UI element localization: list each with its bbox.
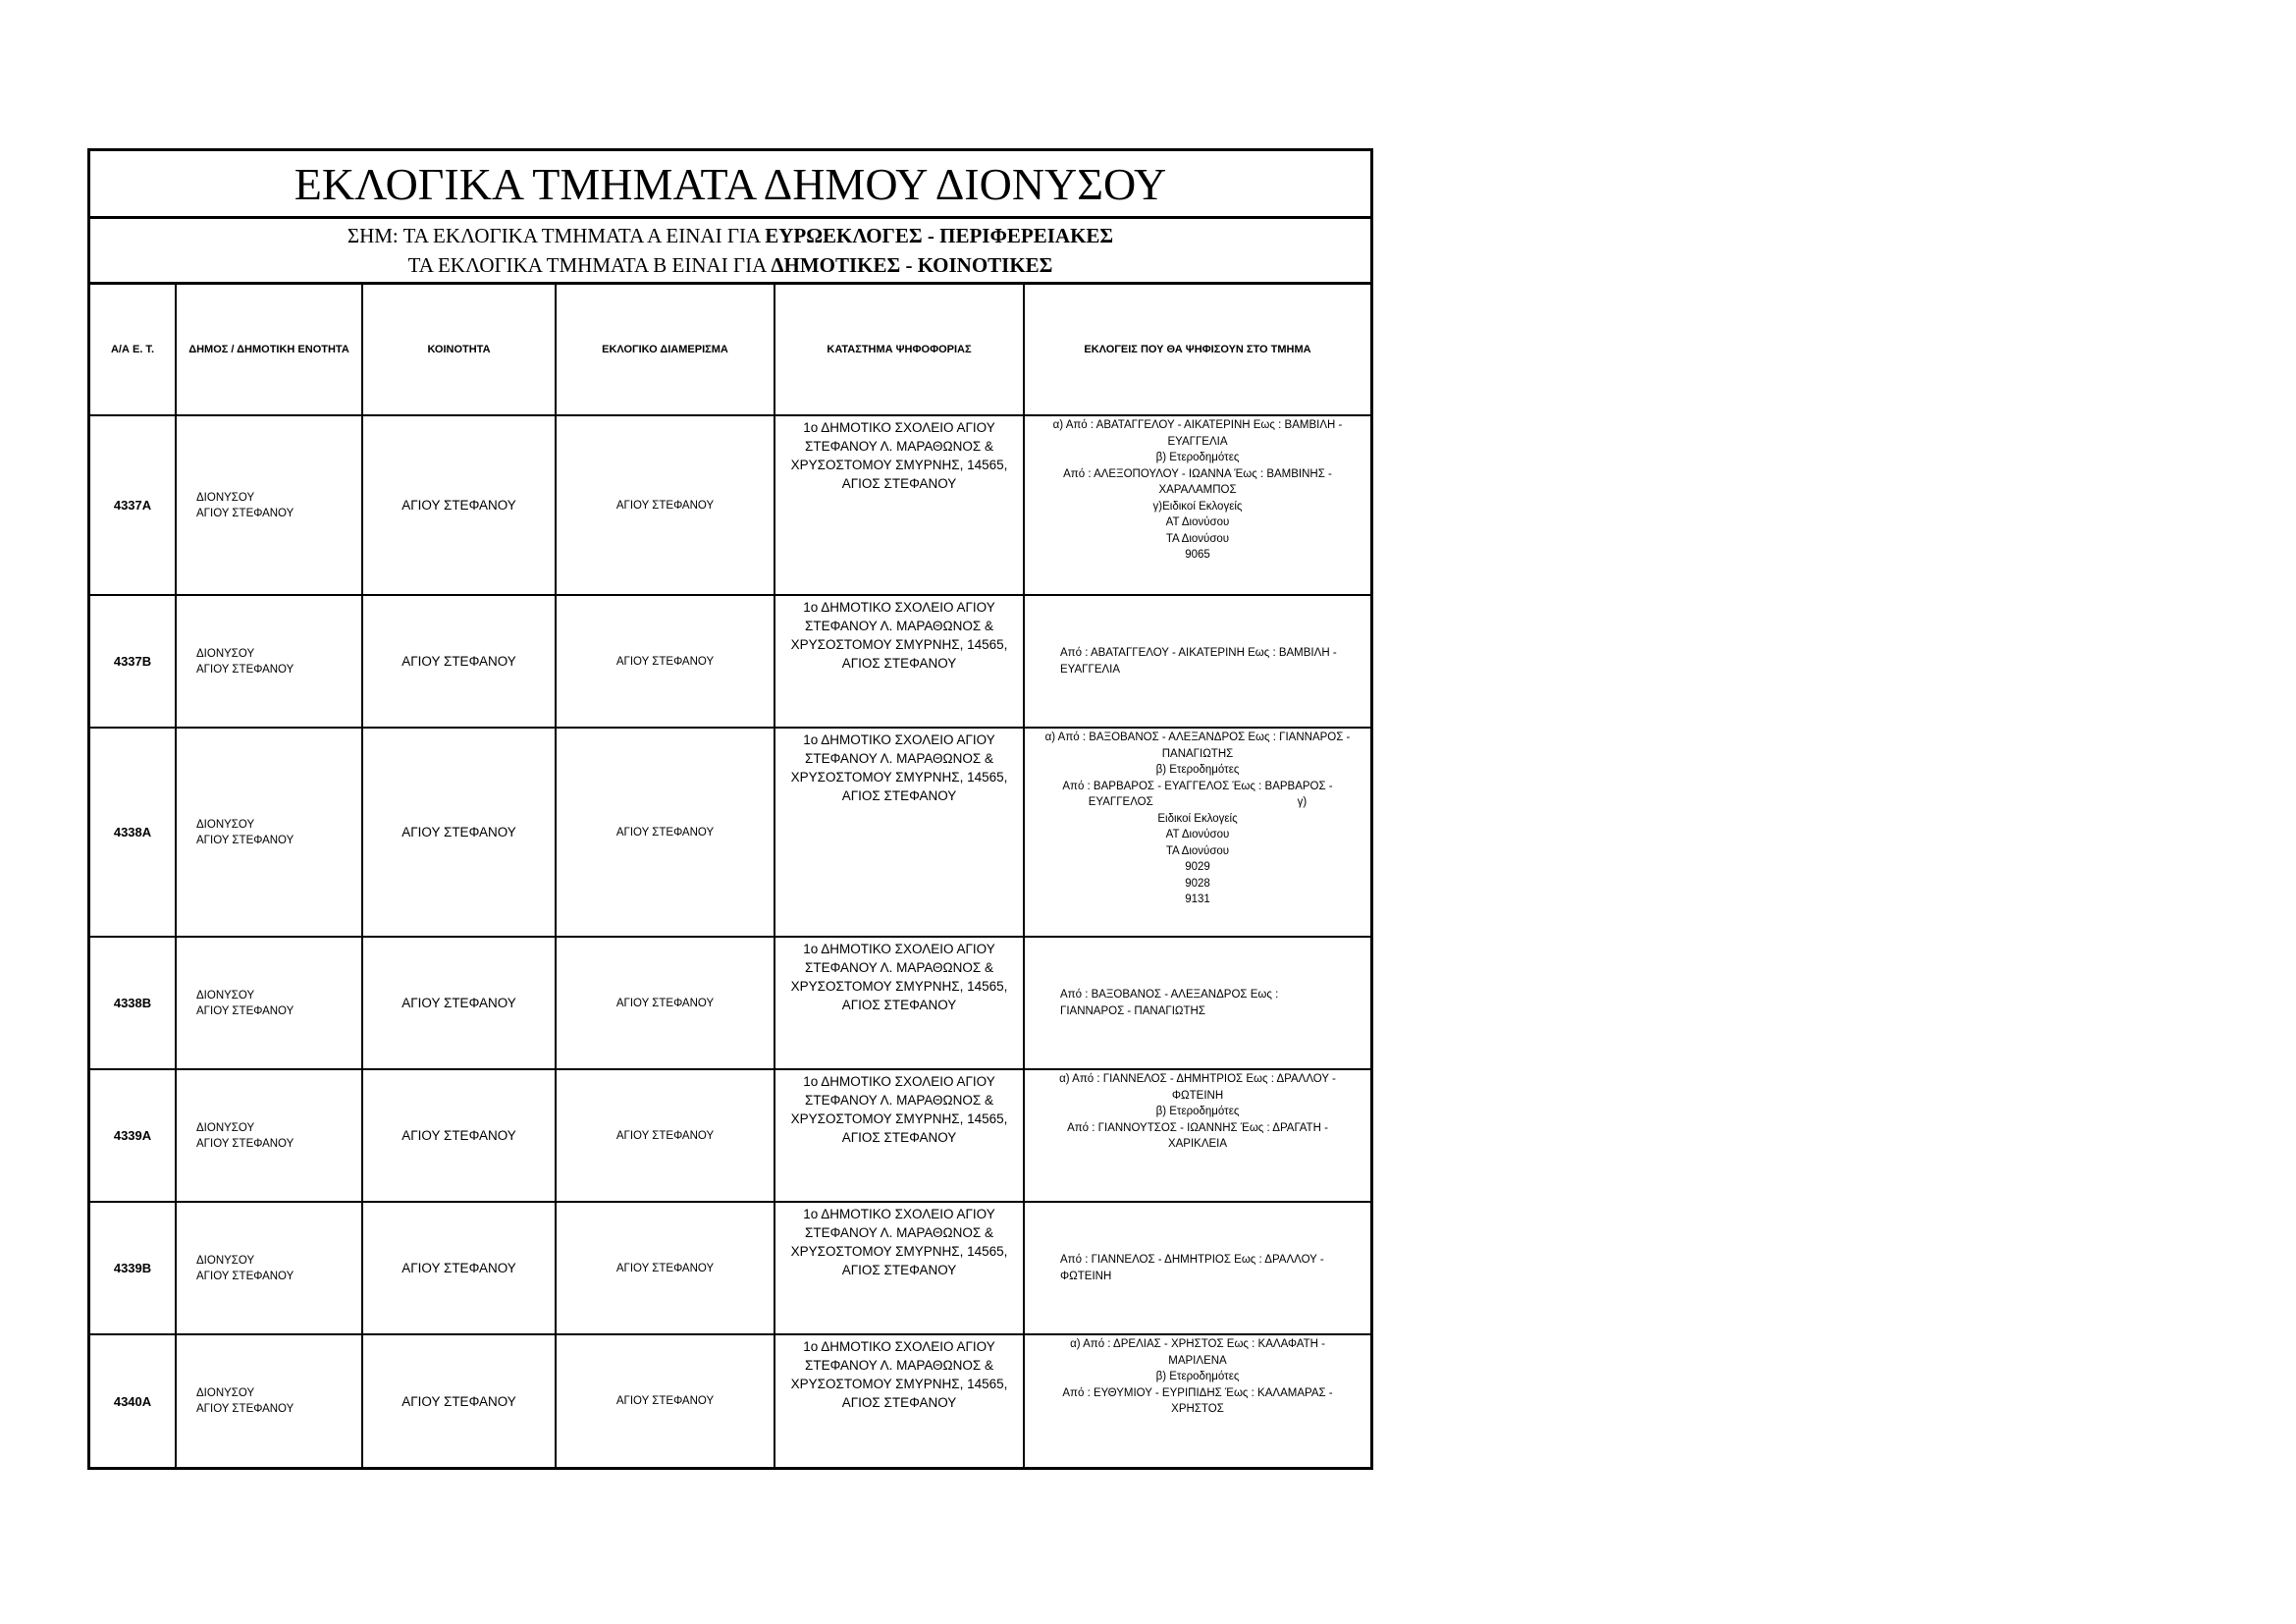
note-line-1-bold: ΕΥΡΩΕΚΛΟΓΕΣ - ΠΕΡΙΦΕΡΕΙΑΚΕΣ [765,224,1114,247]
note-line-2 [408,250,1053,280]
elections-line: 9131 [1185,893,1210,905]
section-id: 4339Β [90,1202,176,1334]
table-row [90,1069,1370,1202]
elections-line: β) Ετεροδημότες [1155,452,1240,463]
municipality-cell [176,1334,362,1467]
elections-cell [1024,1202,1370,1334]
community-cell: ΑΓΙΟΥ ΣΤΕΦΑΝΟΥ [362,1202,556,1334]
note-line-1 [347,221,1113,250]
electoral-district-cell: ΑΓΙΟΥ ΣΤΕΦΑΝΟΥ [556,1334,774,1467]
elections-line: ΑΤ Διονύσου [1165,516,1230,528]
electoral-district-cell: ΑΓΙΟΥ ΣΤΕΦΑΝΟΥ [556,728,774,937]
table-row [90,415,1370,595]
polling-station-cell: 1ο ΔΗΜΟΤΙΚΟ ΣΧΟΛΕΙΟ ΑΓΙΟΥ ΣΤΕΦΑΝΟΥ Λ. ΜΑΡΑΘΩΝΟΣ & ΧΡΥΣΟΣΤΟΜΟΥ ΣΜΥΡΝΗΣ, 14565, ΑΓΙΟΣ ΣΤΕΦΑΝΟΥ [774,1202,1024,1334]
elections-line: ΕΥΑΓΓΕΛΙΑ [1060,663,1121,676]
municipality-name: ΔΙΟΝΥΣΟΥ [196,1387,255,1399]
elections-line: Από : ΓΙΑΝΝΟΥΤΣΟΣ - ΙΩΑΝΝΗΣ Έως : ΔΡΑΓΑΤΗ - [1067,1121,1328,1134]
elections-line: ΕΥΑΓΓΕΛΙΑ [1167,435,1228,448]
municipality-name: ΔΙΟΝΥΣΟΥ [196,1121,255,1134]
header-id: Α/Α Ε. Τ. [90,285,176,415]
elections-line: ΠΑΝΑΓΙΩΤΗΣ [1161,747,1234,760]
header-polling-station: ΚΑΤΑΣΤΗΜΑ ΨΗΦΟΦΟΡΙΑΣ [774,285,1024,415]
elections-line: Ειδικοί Εκλογείς [1157,812,1238,825]
elections-line: β) Ετεροδημότες [1155,1106,1240,1117]
table-body [90,415,1370,1467]
municipal-unit-name: ΑΓΙΟΥ ΣΤΕΦΑΝΟΥ [196,1270,294,1282]
electoral-district-cell: ΑΓΙΟΥ ΣΤΕΦΑΝΟΥ [556,1202,774,1334]
header-district: ΕΚΛΟΓΙΚΟ ΔΙΑΜΕΡΙΣΜΑ [556,285,774,415]
election-sections-sheet [87,148,1373,1470]
header-municipality: ΔΗΜΟΣ / ΔΗΜΟΤΙΚΗ ΕΝΟΤΗΤΑ [176,285,362,415]
municipality-name: ΔΙΟΝΥΣΟΥ [196,1254,255,1267]
elections-line: γ)Ειδικοί Εκλογείς [1152,500,1243,513]
section-id: 4337Β [90,595,176,728]
table-row [90,1334,1370,1467]
municipality-name: ΔΙΟΝΥΣΟΥ [196,989,255,1001]
elections-line: ΧΡΗΣΤΟΣ [1171,1403,1224,1415]
elections-line: β) Ετεροδημότες [1155,1371,1240,1382]
elections-line: α) Από : ΒΑΞΟΒΑΝΟΣ - ΑΛΕΞΑΝΔΡΟΣ Εως : ΓΙΑΝΝΑΡΟΣ - [1044,731,1351,743]
polling-station-cell: 1ο ΔΗΜΟΤΙΚΟ ΣΧΟΛΕΙΟ ΑΓΙΟΥ ΣΤΕΦΑΝΟΥ Λ. ΜΑΡΑΘΩΝΟΣ & ΧΡΥΣΟΣΤΟΜΟΥ ΣΜΥΡΝΗΣ, 14565, ΑΓΙΟΣ ΣΤΕΦΑΝΟΥ [774,1069,1024,1202]
elections-cell [1024,595,1370,728]
elections-line: 9028 [1185,877,1210,890]
elections-cell [1024,1069,1370,1202]
header-elections: ΕΚΛΟΓΕΙΣ ΠΟΥ ΘΑ ΨΗΦΙΣΟΥΝ ΣΤΟ ΤΜΗΜΑ [1024,285,1370,415]
community-cell: ΑΓΙΟΥ ΣΤΕΦΑΝΟΥ [362,1334,556,1467]
table-row [90,728,1370,937]
community-cell: ΑΓΙΟΥ ΣΤΕΦΑΝΟΥ [362,1069,556,1202]
electoral-district-cell: ΑΓΙΟΥ ΣΤΕΦΑΝΟΥ [556,415,774,595]
elections-line: ΓΙΑΝΝΑΡΟΣ - ΠΑΝΑΓΙΩΤΗΣ [1060,1004,1205,1017]
table-row [90,595,1370,728]
municipal-unit-name: ΑΓΙΟΥ ΣΤΕΦΑΝΟΥ [196,1004,294,1017]
municipal-unit-name: ΑΓΙΟΥ ΣΤΕΦΑΝΟΥ [196,834,294,846]
elections-line: Από : ΕΥΘΥΜΙΟΥ - ΕΥΡΙΠΙΔΗΣ Έως : ΚΑΛΑΜΑΡΑΣ - [1062,1386,1333,1399]
polling-station-cell: 1ο ΔΗΜΟΤΙΚΟ ΣΧΟΛΕΙΟ ΑΓΙΟΥ ΣΤΕΦΑΝΟΥ Λ. ΜΑΡΑΘΩΝΟΣ & ΧΡΥΣΟΣΤΟΜΟΥ ΣΜΥΡΝΗΣ, 14565, ΑΓΙΟΣ ΣΤΕΦΑΝΟΥ [774,415,1024,595]
note-line-1-text: ΣΗΜ: ΤΑ ΕΚΛΟΓΙΚΑ ΤΜΗΜΑΤΑ Α ΕΙΝΑΙ ΓΙΑ [347,224,766,247]
municipality-name: ΔΙΟΝΥΣΟΥ [196,818,255,831]
elections-cell [1024,937,1370,1069]
polling-station-cell: 1ο ΔΗΜΟΤΙΚΟ ΣΧΟΛΕΙΟ ΑΓΙΟΥ ΣΤΕΦΑΝΟΥ Λ. ΜΑΡΑΘΩΝΟΣ & ΧΡΥΣΟΣΤΟΜΟΥ ΣΜΥΡΝΗΣ, 14565, ΑΓΙΟΣ ΣΤΕΦΑΝΟΥ [774,937,1024,1069]
municipal-unit-name: ΑΓΙΟΥ ΣΤΕΦΑΝΟΥ [196,663,294,676]
section-id: 4339Α [90,1069,176,1202]
elections-line: β) Ετεροδημότες [1155,764,1240,776]
municipality-name: ΔΙΟΝΥΣΟΥ [196,647,255,660]
community-cell: ΑΓΙΟΥ ΣΤΕΦΑΝΟΥ [362,728,556,937]
note-block [90,219,1370,285]
polling-station-cell: 1ο ΔΗΜΟΤΙΚΟ ΣΧΟΛΕΙΟ ΑΓΙΟΥ ΣΤΕΦΑΝΟΥ Λ. ΜΑΡΑΘΩΝΟΣ & ΧΡΥΣΟΣΤΟΜΟΥ ΣΜΥΡΝΗΣ, 14565, ΑΓΙΟΣ ΣΤΕΦΑΝΟΥ [774,728,1024,937]
elections-line: Από : ΒΑΡΒΑΡΟΣ - ΕΥΑΓΓΕΛΟΣ Έως : ΒΑΡΒΑΡΟΣ - [1062,780,1333,792]
electoral-district-cell: ΑΓΙΟΥ ΣΤΕΦΑΝΟΥ [556,937,774,1069]
electoral-district-cell: ΑΓΙΟΥ ΣΤΕΦΑΝΟΥ [556,595,774,728]
municipality-cell [176,728,362,937]
note-line-2-text: ΤΑ ΕΚΛΟΓΙΚΑ ΤΜΗΜΑΤΑ Β ΕΙΝΑΙ ΓΙΑ [407,253,772,277]
elections-line: Από : ΑΒΑΤΑΓΓΕΛΟΥ - ΑΙΚΑΤΕΡΙΝΗ Εως : ΒΑΜΒΙΛΗ - [1060,647,1337,659]
table-row [90,1202,1370,1334]
elections-line: ΕΥΑΓΓΕΛΟΣ γ) [1088,796,1308,808]
elections-line: ΤΑ Διονύσου [1165,844,1230,857]
municipal-unit-name: ΑΓΙΟΥ ΣΤΕΦΑΝΟΥ [196,1403,294,1415]
header-community: ΚΟΙΝΟΤΗΤΑ [362,285,556,415]
section-id: 4338Α [90,728,176,937]
elections-line: 9065 [1185,549,1210,561]
community-cell: ΑΓΙΟΥ ΣΤΕΦΑΝΟΥ [362,937,556,1069]
section-id: 4337Α [90,415,176,595]
elections-line: ΧΑΡΑΛΑΜΠΟΣ [1158,484,1237,496]
elections-line: ΧΑΡΙΚΛΕΙΑ [1167,1138,1228,1150]
elections-line: Από : ΒΑΞΟΒΑΝΟΣ - ΑΛΕΞΑΝΔΡΟΣ Εως : [1060,989,1279,1001]
elections-cell [1024,728,1370,937]
sections-table [90,285,1370,1467]
elections-line: α) Από : ΑΒΑΤΑΓΓΕΛΟΥ - ΑΙΚΑΤΕΡΙΝΗ Εως : ΒΑΜΒΙΛΗ - [1052,419,1343,431]
elections-line: α) Από : ΔΡΕΛΙΑΣ - ΧΡΗΣΤΟΣ Εως : ΚΑΛΑΦΑΤΗ - [1070,1338,1325,1350]
municipality-cell [176,1202,362,1334]
elections-line: α) Από : ΓΙΑΝΝΕΛΟΣ - ΔΗΜΗΤΡΙΟΣ Εως : ΔΡΑΛΛΟΥ - [1059,1073,1336,1085]
section-id: 4340Α [90,1334,176,1467]
municipality-cell [176,937,362,1069]
municipal-unit-name: ΑΓΙΟΥ ΣΤΕΦΑΝΟΥ [196,1137,294,1150]
electoral-district-cell: ΑΓΙΟΥ ΣΤΕΦΑΝΟΥ [556,1069,774,1202]
elections-line: ΜΑΡΙΛΕΝΑ [1168,1354,1227,1367]
elections-line: ΦΩΤΕΙΝΗ [1060,1270,1112,1282]
section-id: 4338Β [90,937,176,1069]
community-cell: ΑΓΙΟΥ ΣΤΕΦΑΝΟΥ [362,595,556,728]
municipality-cell [176,1069,362,1202]
table-header-row [90,285,1370,415]
elections-cell [1024,415,1370,595]
community-cell: ΑΓΙΟΥ ΣΤΕΦΑΝΟΥ [362,415,556,595]
municipality-cell [176,415,362,595]
elections-line: Από : ΓΙΑΝΝΕΛΟΣ - ΔΗΜΗΤΡΙΟΣ Εως : ΔΡΑΛΛΟΥ - [1060,1254,1324,1266]
municipality-name: ΔΙΟΝΥΣΟΥ [196,491,255,504]
elections-line: ΦΩΤΕΙΝΗ [1171,1089,1224,1102]
page-title: ΕΚΛΟΓΙΚΑ ΤΜΗΜΑΤΑ ΔΗΜΟΥ ΔΙΟΝΥΣΟΥ [90,151,1370,219]
note-line-2-bold: ΔΗΜΟΤΙΚΕΣ - ΚΟΙΝΟΤΙΚΕΣ [771,253,1053,277]
elections-line: ΑΤ Διονύσου [1165,829,1230,840]
municipality-cell [176,595,362,728]
elections-line: ΤΑ Διονύσου [1165,532,1230,545]
polling-station-cell: 1ο ΔΗΜΟΤΙΚΟ ΣΧΟΛΕΙΟ ΑΓΙΟΥ ΣΤΕΦΑΝΟΥ Λ. ΜΑΡΑΘΩΝΟΣ & ΧΡΥΣΟΣΤΟΜΟΥ ΣΜΥΡΝΗΣ, 14565, ΑΓΙΟΣ ΣΤΕΦΑΝΟΥ [774,1334,1024,1467]
polling-station-cell: 1ο ΔΗΜΟΤΙΚΟ ΣΧΟΛΕΙΟ ΑΓΙΟΥ ΣΤΕΦΑΝΟΥ Λ. ΜΑΡΑΘΩΝΟΣ & ΧΡΥΣΟΣΤΟΜΟΥ ΣΜΥΡΝΗΣ, 14565, ΑΓΙΟΣ ΣΤΕΦΑΝΟΥ [774,595,1024,728]
municipal-unit-name: ΑΓΙΟΥ ΣΤΕΦΑΝΟΥ [196,507,294,519]
elections-line: 9029 [1185,861,1210,873]
elections-line: Από : ΑΛΕΞΟΠΟΥΛΟΥ - ΙΩΑΝΝΑ Έως : ΒΑΜΒΙΝΗΣ - [1063,467,1332,480]
elections-cell [1024,1334,1370,1467]
table-row [90,937,1370,1069]
